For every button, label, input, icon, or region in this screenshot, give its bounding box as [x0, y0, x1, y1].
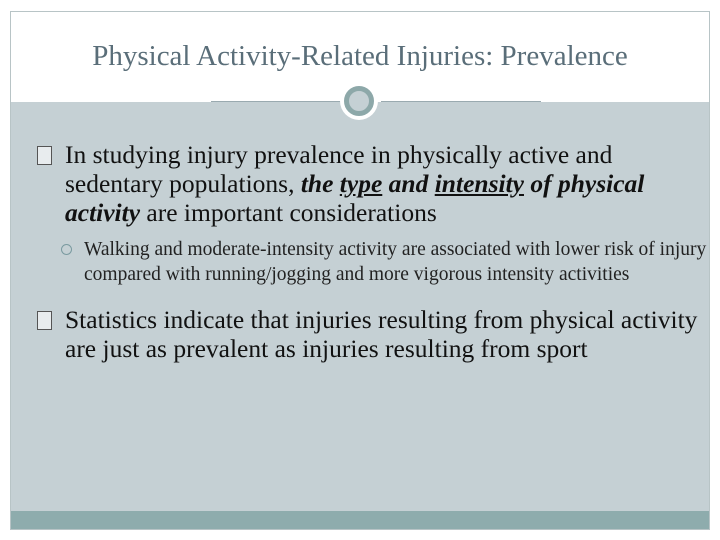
divider-line-left — [211, 101, 351, 102]
bullet-1-em-intensity: intensity — [434, 169, 524, 198]
bullet-item-2 — [37, 237, 707, 287]
bullet-3-text: Statistics indicate that injuries resulting from physical activity are just as prevalent as injuries resulting from sport — [65, 305, 698, 363]
slide-frame — [10, 11, 710, 530]
bullet-item-1 — [37, 140, 707, 227]
slide-title: Physical Activity-Related Injuries: Prevalence — [92, 40, 628, 72]
divider-line-right — [381, 101, 541, 102]
bullet-1-text-before: In studying injury prevalence in physically active and sedentary populations, — [65, 140, 613, 198]
ring-ornament-icon — [340, 82, 378, 120]
footer-bar — [11, 511, 709, 529]
ring-ornament-inner — [344, 86, 374, 116]
bullet-1-em-3: of physical activity — [65, 169, 645, 227]
bullet-item-3 — [37, 305, 707, 363]
bullet-1-em-2: and — [382, 169, 435, 198]
slide-body — [37, 140, 707, 373]
box-bullet-icon — [37, 311, 52, 330]
bullet-1-text-after: are important considerations — [140, 198, 437, 227]
circle-bullet-icon — [61, 244, 72, 255]
bullet-1-em-type: type — [339, 169, 383, 198]
box-bullet-icon — [37, 146, 52, 165]
bullet-2-text: Walking and moderate-intensity activity are associated with lower risk of injury compared with running/jogging and more vigorous intensity activities — [84, 239, 707, 285]
bullet-1-em-1: the — [300, 169, 340, 198]
